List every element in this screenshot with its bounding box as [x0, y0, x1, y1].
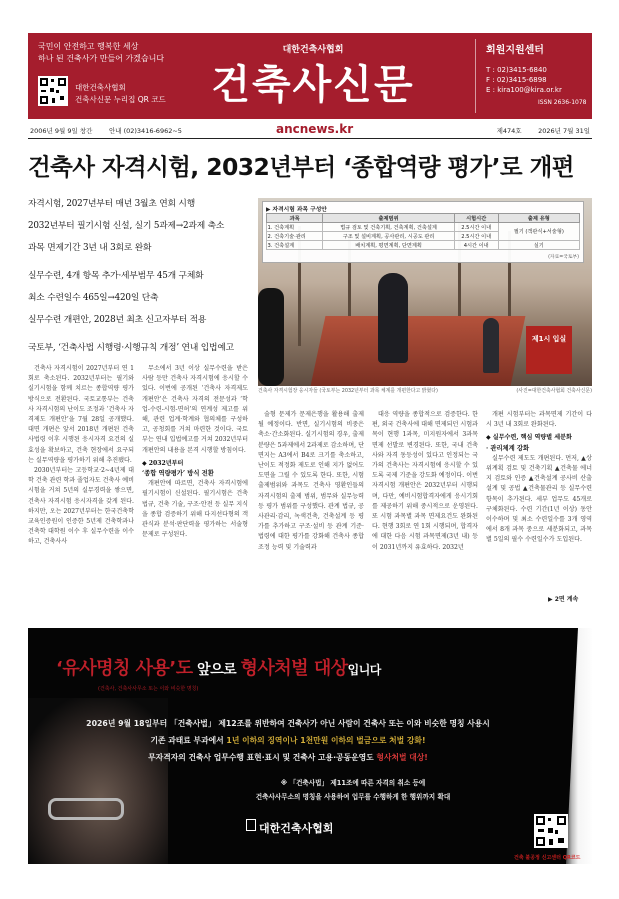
- article-column: 무소에서 3년 이상 실무수련을 받은 사람 등만 건축사 자격시험에 응시할 수 있다. 이번에 공개된 ‘건축사 자격제도 개편안’은 건축사 자격의 전문성과 ‘학업-수련-시험-면허’의 연계성 제고를 위해, 관련 업계·학계와 협의체를 구성하고, 공청회를 거쳐 마련한 것이다. 국토부는 연내 입법예고를 거쳐 2032년부터 개편안의 내용을 본격 시행할 방침이다. ◆ 2032년부터 ‘종합 역량평가’ 방식 전환 개편안에 따르면, 건축사 자격시험에 필기시험이 신설된다. 필기시험은 건축 법규, 건축 기술, 구조·안전 등 실무 지식을 종합 검증하기 위해 다지선다형의 객관식과 분석·판단력을 평가하는 서술형 문제로 구성된다.: [142, 365, 248, 539]
- subhead: 2032년부터 필기시험 신설, 실기 5과제→2과제 축소: [28, 221, 225, 231]
- slogan: 국민이 안전하고 행복한 세상 하나 된 건축사가 만들어 가겠습니다: [38, 42, 165, 63]
- section-heading: ‘종합 역량평가’ 방식 전환: [142, 470, 214, 478]
- contact-info: T : 02)3415-6840 F : 02)3415-6898 E : kira100@kira.or.kr: [486, 66, 562, 94]
- association-logo-text: 대한건축사협회: [259, 822, 334, 835]
- ad-line: 기존 과태료 부과에서 1년 이하의 징역이나 1천만원 이하의 벌금으로 처벌 강화!: [150, 736, 426, 745]
- table-header: 출제 유형: [498, 214, 579, 223]
- person-silhouette: [483, 318, 499, 373]
- qr-caption: 대한건축사협회 건축사신문 누리집 QR 코드: [75, 83, 166, 104]
- table-header: 과목: [267, 214, 323, 223]
- section-heading: ◆ 실무수련, 핵심 역량별 세분화: [486, 434, 572, 442]
- person-silhouette: [378, 273, 408, 363]
- newspaper-title: 건축사신문: [211, 61, 415, 108]
- qr-code-icon[interactable]: [38, 76, 68, 106]
- table-source: (자료=국토부): [548, 255, 579, 260]
- article-column: 개편 시험부터는 과목면제 기간이 다시 3년 내 3회로 완화된다. ◆ 실무수련, 핵심 역량별 세분화 · 관리체계 강화 실무수련 제도도 개편된다. 먼저, ▲상위계획 검토 및 건축기획 ▲건축물 에너지 검토와 인증 ▲건축설계 공사비 산출 설계 및 공법 ▲건축물관리 등 실무수련 항목이 추가된다. 세부 업무도 45개로 구체화된다. 수련 기간(1년 이상) 동안 이수하며 및 최소 수련일수를 3개 영역에서 8개 과목 중으로 세분화되고, 과목별 5일의 필수 수련일수가 도입된다.: [486, 411, 592, 544]
- ad-footnote: ※ 「건축사법」 제11조에 따른 자격의 취소 등에 건축사사무소의 명칭을 사용하여 업무를 수행하게 한 행위까지 확대: [255, 779, 451, 801]
- table-header: 시험시간: [454, 214, 498, 223]
- site-link[interactable]: ancnews.kr: [276, 122, 354, 136]
- section-heading: ◆ 2032년부터: [142, 459, 184, 467]
- subhead: 실무수련, 4개 항목 추가·세부범무 45개 구체화: [28, 271, 204, 281]
- dateline-right: 제474호 2026년 7월 31일: [496, 127, 590, 135]
- member-center-title: 회원지원센터: [486, 45, 544, 56]
- headline: 건축사 자격시험, 2032년부터 ‘종합역량 평가’로 개편: [28, 153, 574, 181]
- association-logo-icon: [246, 819, 256, 831]
- handcuff-icon: [48, 798, 124, 820]
- article-column: 건축사 자격시험이 2027년부터 연 1회로 축소된다. 2032년부터는 필기와 실기시험을 함께 치르는 종합역량 평가 방식으로 전환된다. 국토교통부는 건축사 자격시험의 난이도 조정과 ‘건축사 자격제도 개편안’을 7월 28일 공개했다. 대면 개편은 앞서 2018년 개편된 건축사법령 이후 시행된 응시자격 요건의 실효성을 확보하고, 건축 현장에서 요구되는 실무역량을 평가하기 위해 추진됐다. 2030년부터는 고등학교·2~4년제 대학 건축 관련 학과 졸업자도 건축사 예비시험을 거쳐 5년의 실무경력을 쌓으면, 건축사 자격시험 응시자격을 갖게 된다. 하지만, 오는 2027년부터는 한국건축학교육인증원이 인증한 5년제 건축학과나 건축학 대학원 이수 후 실무수련을 이수하고, 건축사사: [28, 365, 134, 546]
- table: [266, 213, 580, 250]
- advertisement: [28, 628, 592, 864]
- masthead: [28, 33, 592, 119]
- exam-subject-table: [262, 201, 584, 263]
- issn: ISSN 2636-1078: [538, 99, 587, 106]
- person-silhouette: [258, 288, 284, 386]
- subhead: 실무수련 개편안, 2028년 최초 신고자부터 적용: [28, 315, 207, 325]
- subhead: 자격시험, 2027년부터 매년 3월초 연회 시행: [28, 199, 196, 209]
- table-row: 3. 건축설계 배치계획, 평면계획, 단면계획 4시간 이내 실기: [267, 241, 580, 250]
- table-row: 2. 건축기술·관리 구조 및 설비계획, 공사관리, 시공도 관리 2.5시간 이내: [267, 232, 580, 241]
- table-header: 출제범위: [323, 214, 454, 223]
- qr-code-icon[interactable]: [534, 814, 568, 848]
- table-title: ▶ 자격시험 과목 구성안: [266, 207, 327, 213]
- article-column: 술형 문제가 문제은행을 활용해 출제될 예정이다. 반면, 실기시험의 비중은 축소·간소화된다. 실기시험의 경우, 출제분량은 5과제에서 2과제로 감소하며, 단면지는 A3에서 B4로 크기를 축소하고, 난이도 적정화 제도로 인해 지가 없어도 도면을 그릴 수 있도록 한다. 또한, 시험 출제범위와 과목도 건축사 영환인들의 자격시험의 출제 범위, 범무와 실무능력 등 평가 범위를 구성했다. 관계 법규, 공사관리·감리, 녹색건축, 건축설계 등 평가를 추가하고 구조·설비 등 관계 기준·법령에 대한 평가를 강화해 건축사 종합조정 능력 및 기술력과: [258, 411, 364, 551]
- continued-link[interactable]: ▶ 2면 계속: [548, 596, 579, 603]
- table-row: 1. 건축계획 법규 검토 및 건축기획, 건축계획, 건축설계 2.5시간 이내 필기 (객관식+서술형): [267, 223, 580, 232]
- subhead: 국토부, ‘건축사법 시행령·시행규칙 개정’ 연내 입법예고: [28, 343, 234, 353]
- article-column: 대응 역량을 종합적으로 검증한다. 한편, 외국 건축사에 대해 면제되던 시험과목이 현행 1과목, 미지원자에서 3과목 면제 선발로 변경된다. 또한, 국내 건축사와 자격 동등성이 있다고 인정되는 국가의 건축사는 자격시험에 응시할 수 있도록 국제 기준을 강도화 예정이다. 이번 자격시험 개편안은 2032년부터 시행되며, 다만, 예비시험합격자에게 응시기회를 제공하기 위해 중시적으로 운영된다. 또 시험 과목별 과목 면제요건도 완화된다. 현행 3회로 연 1회 시행되며, 합격자에 대한 다음 시험 과목면제(3년 내) 등이 2031년까지 유효하다. 2032년: [372, 411, 478, 551]
- ad-line: 무자격자의 건축사 업무수행 표현·표시 및 건축사 고용·공동운영도 형사처벌 대상!: [148, 753, 428, 762]
- dateline-left: 2006년 9월 9일 창간 안내 (02)3416-6962~5: [30, 127, 182, 135]
- section-heading: · 관리체계 강화: [486, 444, 530, 452]
- masthead-divider: [475, 39, 476, 113]
- photo-credit: (사진=대한건축사협회 건축사신문): [516, 388, 592, 394]
- exam-sign: 제1시 입실: [526, 326, 572, 374]
- ad-note: (건축사, 건축사사무소 또는 이와 비슷한 명칭): [98, 686, 199, 692]
- subhead: 과목 면제기간 3년 내 3회로 완화: [28, 243, 152, 253]
- ad-headline: ‘유사명칭 사용’도 앞으로 형사처벌 대상입니다: [56, 658, 381, 679]
- qr-caption: 건축 불공정 신고센터 QR코드: [514, 855, 581, 861]
- dateline: [28, 122, 592, 139]
- subhead: 최소 수련일수 465일→420일 단축: [28, 293, 159, 303]
- association-name: 대한건축사협회: [282, 45, 344, 55]
- ad-line: 2026년 9월 18일부터 「건축사법」 제12조를 위반하여 건축사가 아닌 사람이 건축사 또는 이와 비슷한 명칭 사용시: [86, 719, 490, 728]
- photo-caption: 건축사 자격시험장 응시자들 (국토부는 2032년부터 과목 체계를 개편한다고 밝혔다) (사진=대한건축사협회 건축사신문): [258, 388, 592, 394]
